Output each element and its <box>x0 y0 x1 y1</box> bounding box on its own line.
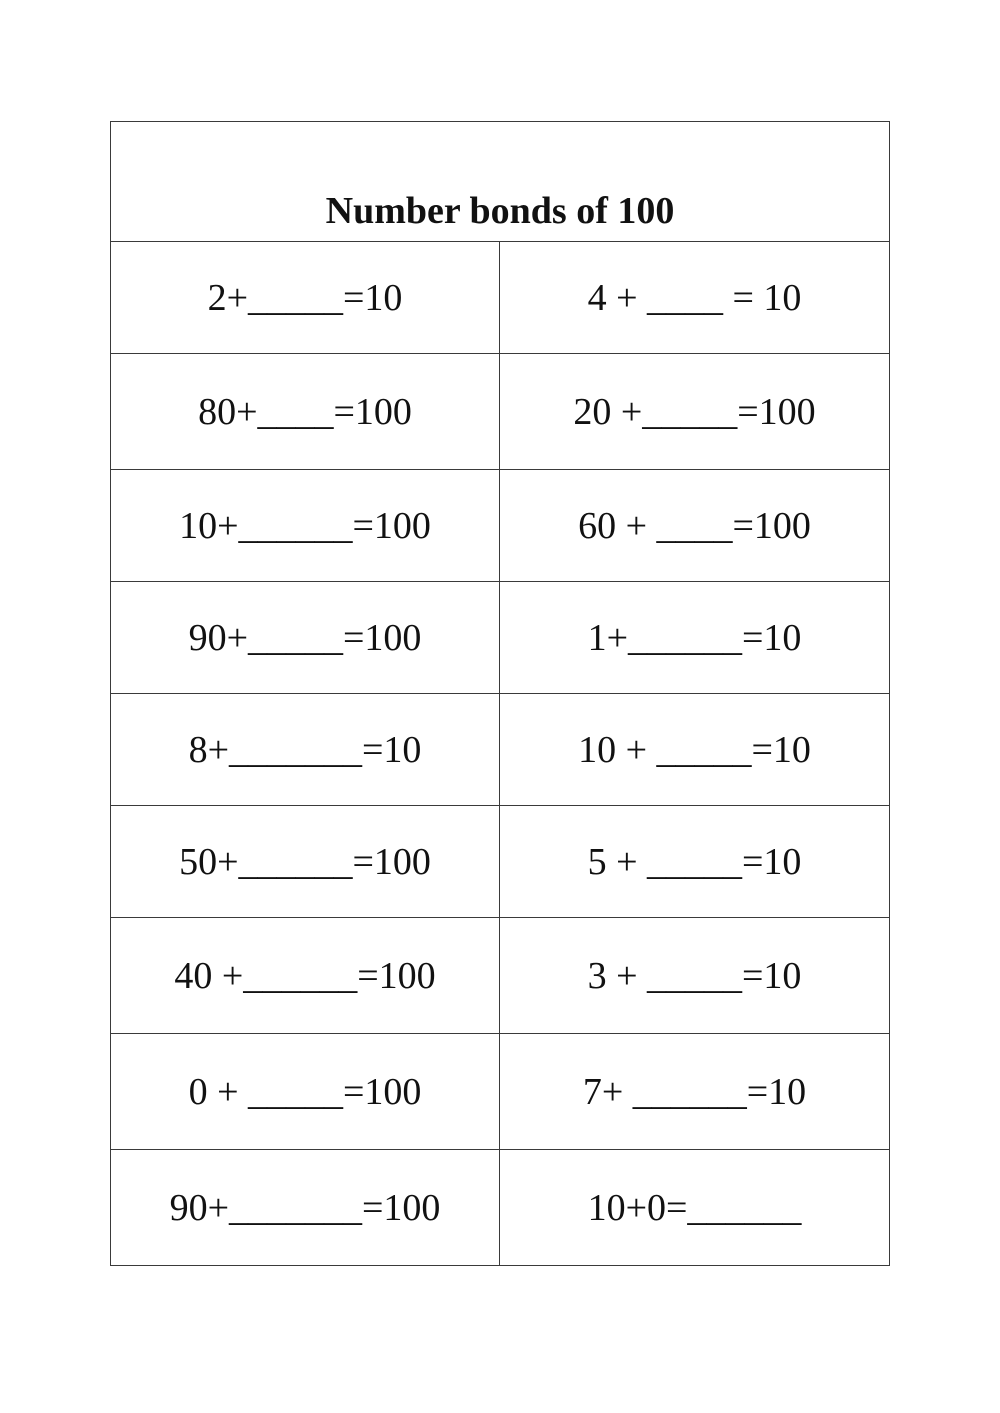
problem-cell-right: 10+0=______ <box>500 1150 890 1266</box>
table-row <box>111 806 890 918</box>
problem-cell-right: 20 +_____=100 <box>500 354 890 470</box>
table-row <box>111 582 890 694</box>
table-row <box>111 470 890 582</box>
problem-cell-right: 3 + _____=10 <box>500 918 890 1034</box>
problem-cell-left: 50+______=100 <box>111 806 500 918</box>
problem-cell-right: 5 + _____=10 <box>500 806 890 918</box>
problem-cell-left: 10+______=100 <box>111 470 500 582</box>
problem-cell-right: 60 + ____=100 <box>500 470 890 582</box>
problem-cell-right: 4 + ____ = 10 <box>500 242 890 354</box>
table-row <box>111 354 890 470</box>
worksheet-title: Number bonds of 100 <box>111 122 890 242</box>
problem-cell-left: 0 + _____=100 <box>111 1034 500 1150</box>
table-row <box>111 694 890 806</box>
table-row <box>111 242 890 354</box>
table-row <box>111 918 890 1034</box>
problem-cell-right: 7+ ______=10 <box>500 1034 890 1150</box>
problem-cell-left: 40 +______=100 <box>111 918 500 1034</box>
number-bonds-table <box>110 121 890 1266</box>
problem-cell-left: 90+_____=100 <box>111 582 500 694</box>
table-row <box>111 1150 890 1266</box>
problem-cell-right: 1+______=10 <box>500 582 890 694</box>
table-row <box>111 1034 890 1150</box>
problem-cell-left: 2+_____=10 <box>111 242 500 354</box>
problem-cell-left: 90+_______=100 <box>111 1150 500 1266</box>
problem-cell-left: 8+_______=10 <box>111 694 500 806</box>
problem-cell-left: 80+____=100 <box>111 354 500 470</box>
problem-cell-right: 10 + _____=10 <box>500 694 890 806</box>
